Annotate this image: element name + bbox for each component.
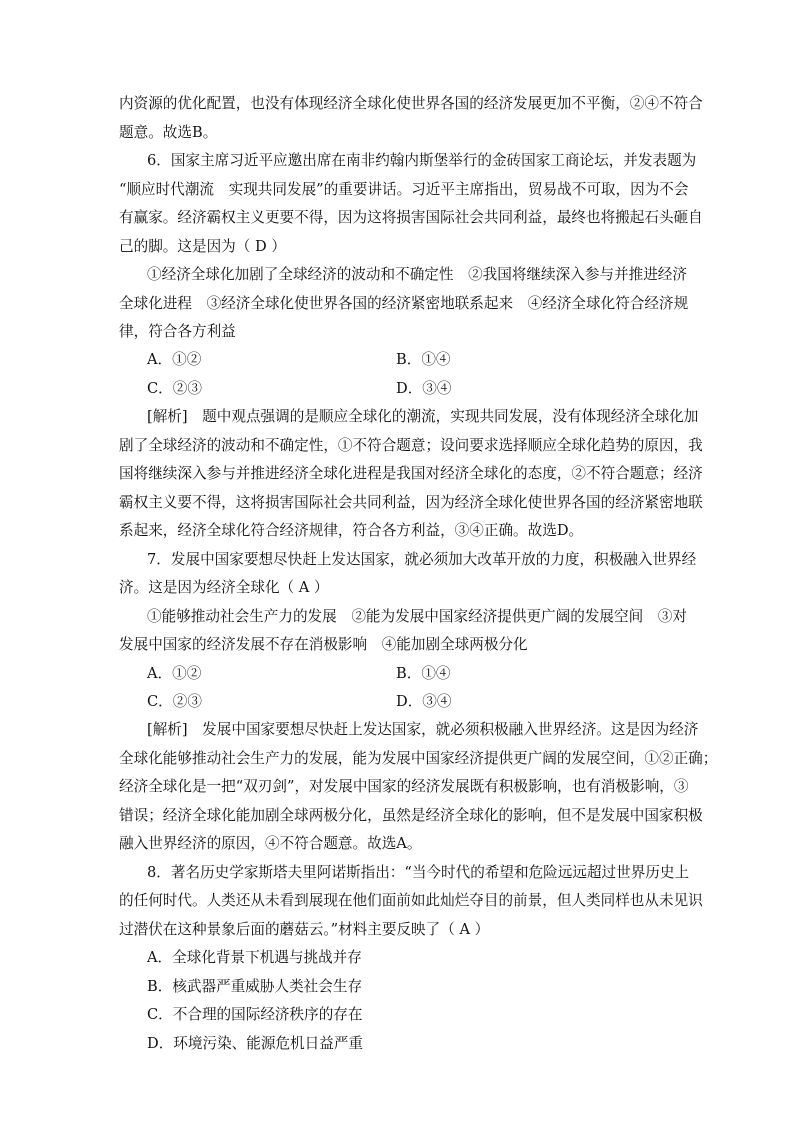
explanation-line: 全球化能够推动社会生产力的发展，能为发展中国家经济提供更广阔的发展空间，①②正确； bbox=[119, 750, 718, 767]
explanation-line: 霸权主义要不得，这将损害国际社会共同利益，因为经济全球化使世界各国的经济紧密地联 bbox=[119, 494, 703, 511]
option-a: A．①② bbox=[147, 351, 202, 368]
option-b: B．①④ bbox=[396, 665, 451, 682]
explanation-line: 经济全球化是一把“双刃剑”，对发展中国家的经济发展既有积极影响，也有消极影响，③ bbox=[119, 778, 689, 795]
option-a: A．全球化背景下机遇与挑战并存 bbox=[147, 949, 362, 966]
explanation-line: 系起来，经济全球化符合经济规律，符合各方利益，③④正确。故选D。 bbox=[119, 522, 584, 539]
option-d: D．③④ bbox=[396, 693, 452, 710]
explanation-line: 国将继续深入参与并推进经济全球化进程是我国对经济全球化的态度，②不符合题意；经济 bbox=[119, 465, 703, 482]
option-c: C．②③ bbox=[147, 380, 202, 397]
statement-line: 全球化进程 ③经济全球化使世界各国的经济紧密地联系起来 ④经济全球化符合经济规 bbox=[119, 295, 689, 312]
text-line: 内资源的优化配置，也没有体现经济全球化使世界各国的经济发展更加不平衡，②④不符合 bbox=[119, 95, 703, 112]
option-b: B．①④ bbox=[396, 351, 451, 368]
text-line: 己的脚。这是因为（ D ） bbox=[119, 238, 286, 255]
text-line: 题意。故选B。 bbox=[119, 124, 218, 141]
statement-line: 律，符合各方利益 bbox=[119, 323, 236, 340]
option-c: C．不合理的国际经济秩序的存在 bbox=[147, 1006, 363, 1023]
question-7-stem: 7．发展中国家要想尽快赶上发达国家，就必须加大改革开放的力度，积极融入世界经 bbox=[147, 551, 697, 568]
explanation-line: 错误；经济全球化能加剧全球两极分化，虽然是经济全球化的影响，但不是发展中国家积极 bbox=[119, 807, 703, 824]
text-line: 的任何时代。人类还从未看到展现在他们面前如此灿烂夺目的前景，但人类同样也从未见识 bbox=[119, 892, 703, 909]
text-line: 有赢家。经济霸权主义更要不得，因为这将损害国际社会共同利益，最终也将搬起石头砸自 bbox=[119, 209, 703, 226]
option-b: B．核武器严重威胁人类社会生存 bbox=[147, 978, 363, 995]
text-line: 过潜伏在这种景象后面的蘑菇云。”材料主要反映了（ A ） bbox=[119, 921, 490, 938]
explanation-line: 融入世界经济的原因，④不符合题意。故选A。 bbox=[119, 835, 422, 852]
explanation-line: 剧了全球经济的波动和不确定性，①不符合题意；设问要求选择顺应全球化趋势的原因，我 bbox=[119, 437, 703, 454]
option-a: A．①② bbox=[147, 665, 202, 682]
statement-line: ①能够推动社会生产力的发展 ②能为发展中国家经济提供更广阔的发展空间 ③对 bbox=[147, 608, 687, 625]
question-6-stem: 6．国家主席习近平应邀出席在南非约翰内斯堡举行的金砖国家工商论坛，并发表题为 bbox=[147, 152, 697, 169]
option-d: D．环境污染、能源危机日益严重 bbox=[147, 1035, 364, 1052]
explanation-line: [解析] 发展中国家要想尽快赶上发达国家，就必须积极融入世界经济。这是因为经济 bbox=[147, 721, 699, 738]
explanation-line: [解析] 题中观点强调的是顺应全球化的潮流，实现共同发展，没有体现经济全球化加 bbox=[147, 408, 699, 425]
option-c: C．②③ bbox=[147, 693, 202, 710]
statement-line: 发展中国家的经济发展不存在消极影响 ④能加剧全球两极分化 bbox=[119, 636, 528, 653]
question-8-stem: 8．著名历史学家斯塔夫里阿诺斯指出：“当今时代的希望和危险远远超过世界历史上 bbox=[147, 864, 690, 881]
statement-line: ①经济全球化加剧了全球经济的波动和不确定性 ②我国将继续深入参与并推进经济 bbox=[147, 266, 687, 283]
text-line: “顺应时代潮流 实现共同发展”的重要讲话。习近平主席指出，贸易战不可取，因为不会 bbox=[119, 181, 689, 198]
text-line: 济。这是因为经济全球化（ A ） bbox=[119, 579, 329, 596]
option-d: D．③④ bbox=[396, 380, 452, 397]
